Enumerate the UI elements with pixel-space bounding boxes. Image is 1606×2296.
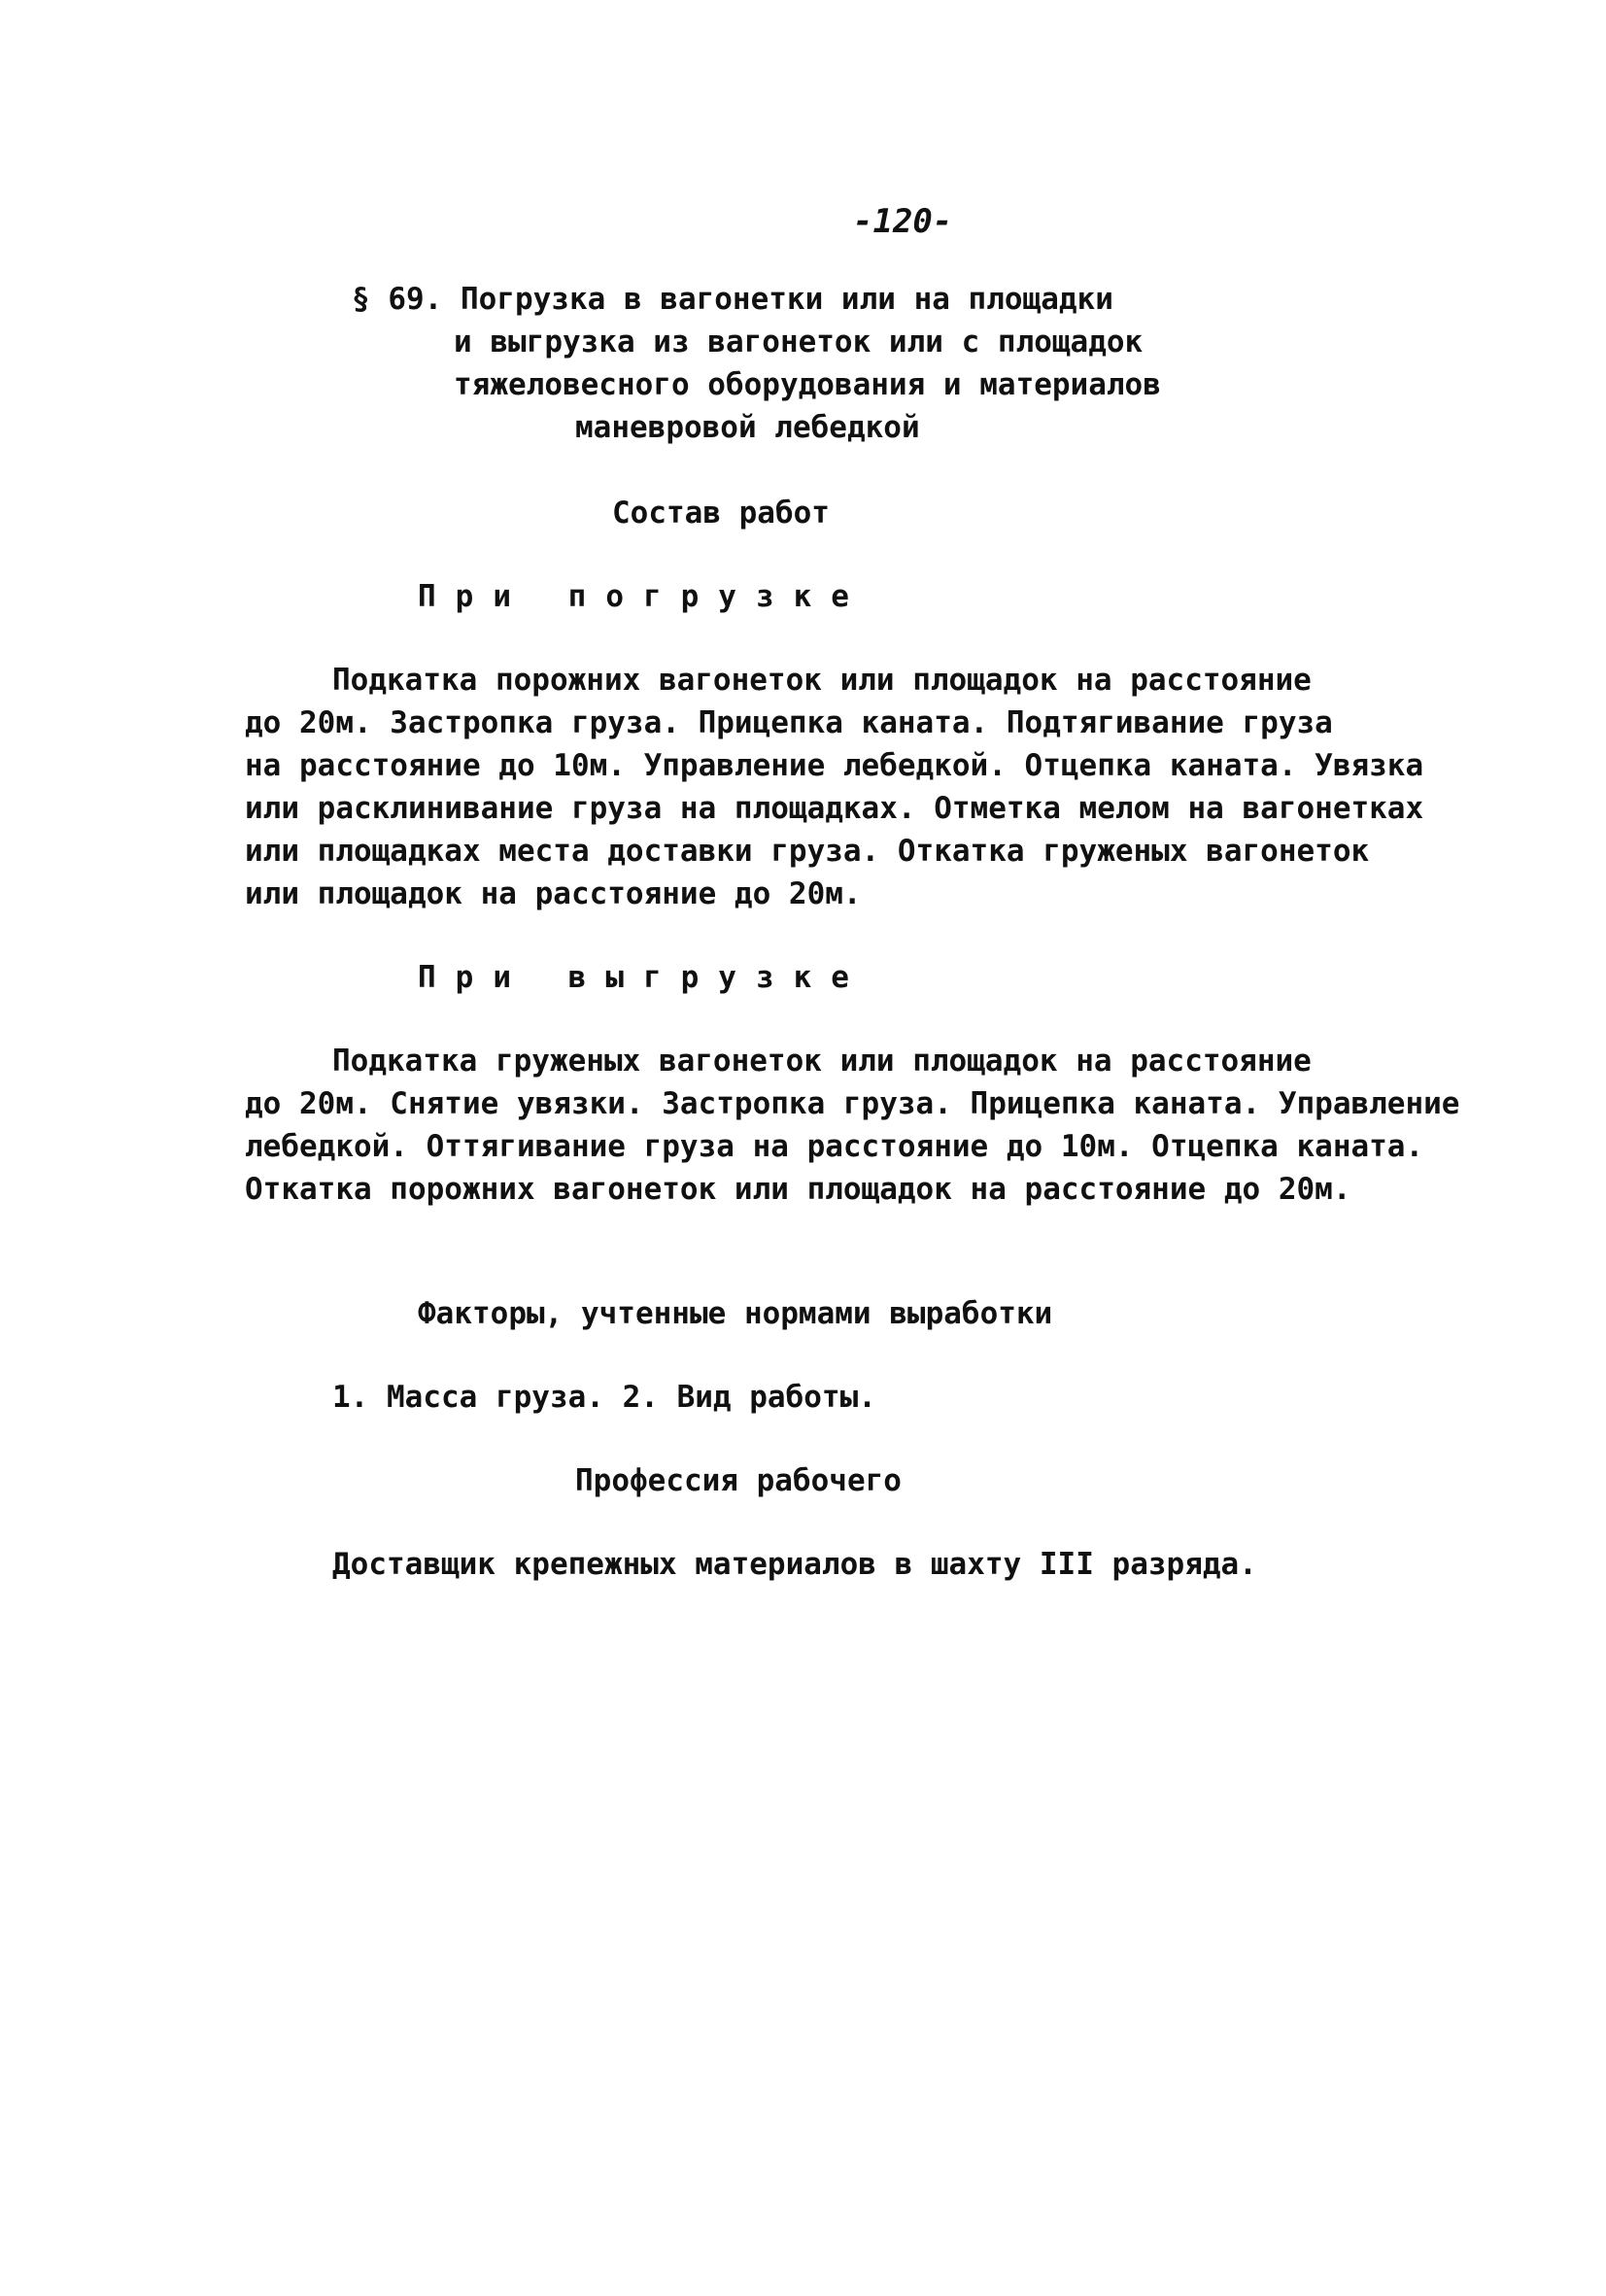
- section-title-line-3: тяжеловесного оборудования и материалов: [454, 367, 1161, 402]
- loading-heading: При погрузке: [418, 579, 869, 614]
- loading-line: до 20м. Застропка груза. Прицепка каната. Подтягивание груза: [245, 705, 1333, 740]
- page-number: -120-: [853, 202, 953, 241]
- factors-text: 1. Масса груза. 2. Вид работы.: [332, 1380, 876, 1415]
- loading-line: или площадках места доставки груза. Откатка груженых вагонеток: [245, 834, 1370, 869]
- factors-heading: Факторы, учтенные нормами выработки: [418, 1296, 1053, 1331]
- loading-line: Подкатка порожних вагонеток или площадок на расстояние: [332, 663, 1312, 698]
- unloading-line: Откатка порожних вагонеток или площадок на расстояние до 20м.: [245, 1172, 1351, 1207]
- section-title-line-2: и выгрузка из вагонеток или с площадок: [454, 325, 1144, 360]
- profession-heading: Профессия рабочего: [575, 1463, 902, 1498]
- loading-line: на расстояние до 10м. Управление лебедкой. Отцепка каната. Увязка: [245, 748, 1424, 783]
- unloading-heading: При выгрузке: [418, 960, 869, 995]
- section-title-line-1: § 69. Погрузка в вагонетки или на площадки: [352, 282, 1113, 317]
- loading-line: или площадок на расстояние до 20м.: [245, 876, 862, 911]
- unloading-line: до 20м. Снятие увязки. Застропка груза. Прицепка каната. Управление: [245, 1086, 1460, 1121]
- unloading-line: Подкатка груженых вагонеток или площадок на расстояние: [332, 1044, 1312, 1079]
- section-title-line-4: маневровой лебедкой: [575, 410, 920, 445]
- profession-text: Доставщик крепежных материалов в шахту III разряда.: [332, 1547, 1257, 1582]
- unloading-line: лебедкой. Оттягивание груза на расстояние до 10м. Отцепка каната.: [245, 1129, 1424, 1164]
- loading-line: или расклинивание груза на площадках. Отметка мелом на вагонетках: [245, 791, 1424, 826]
- work-composition-heading: Состав работ: [612, 496, 830, 531]
